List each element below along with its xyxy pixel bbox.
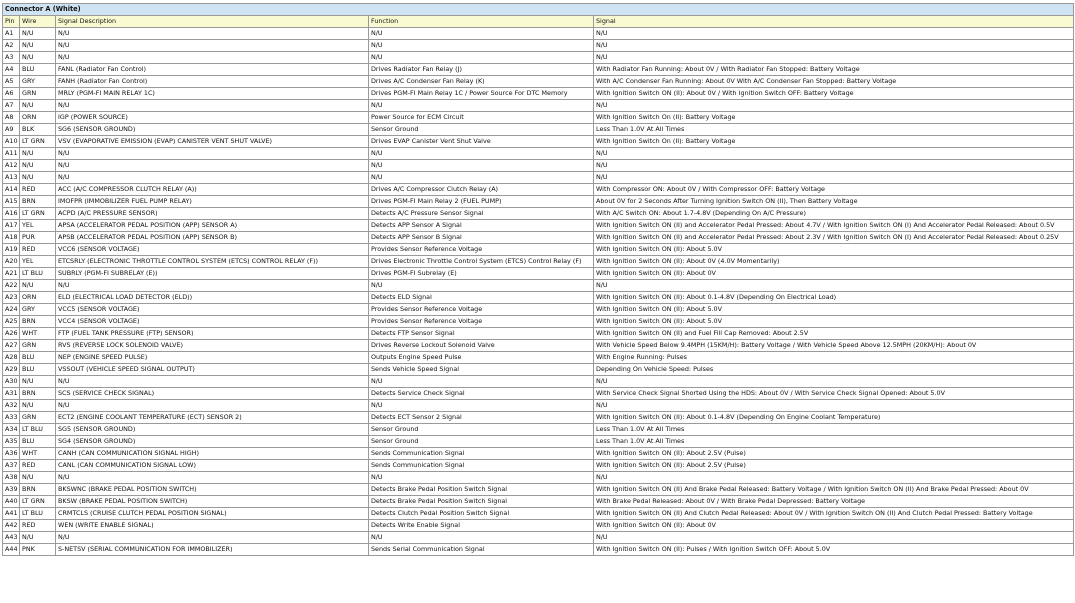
- pin-cell: A24: [3, 304, 20, 316]
- signal-description-cell: N/U: [56, 148, 369, 160]
- table-row: [3, 304, 1074, 316]
- signal-description-cell: ECT2 (ENGINE COOLANT TEMPERATURE (ECT) SENSOR 2): [56, 412, 369, 424]
- function-cell: Drives EVAP Canister Vent Shut Valve: [369, 136, 594, 148]
- table-row: [3, 124, 1074, 136]
- wire-cell: LT BLU: [20, 508, 56, 520]
- wire-cell: LT GRN: [20, 208, 56, 220]
- table-row: [3, 484, 1074, 496]
- signal-cell: N/U: [594, 376, 1074, 388]
- signal-description-cell: CANH (CAN COMMUNICATION SIGNAL HIGH): [56, 448, 369, 460]
- pin-cell: A7: [3, 100, 20, 112]
- signal-description-cell: N/U: [56, 376, 369, 388]
- signal-cell: With Brake Pedal Released: About 0V / With Brake Pedal Depressed: Battery Voltage: [594, 496, 1074, 508]
- signal-cell: Less Than 1.0V At All Times: [594, 124, 1074, 136]
- wire-cell: RED: [20, 520, 56, 532]
- table-row: [3, 340, 1074, 352]
- function-cell: N/U: [369, 148, 594, 160]
- pin-cell: A28: [3, 352, 20, 364]
- wire-cell: LT BLU: [20, 268, 56, 280]
- function-cell: Drives Radiator Fan Relay (J): [369, 64, 594, 76]
- function-cell: Detects ECT Sensor 2 Signal: [369, 412, 594, 424]
- pin-cell: A29: [3, 364, 20, 376]
- wire-cell: BRN: [20, 388, 56, 400]
- signal-cell: With Ignition Switch ON (II) and Accelerator Pedal Pressed: About 4.7V / With Ignition Switch ON (I) And Accelerator Pedal Released: About 0.5V: [594, 220, 1074, 232]
- pin-cell: A44: [3, 544, 20, 556]
- table-row: [3, 148, 1074, 160]
- signal-cell: With Ignition Switch ON (II) and Fuel Fill Cap Removed: About 2.5V: [594, 328, 1074, 340]
- pin-cell: A34: [3, 424, 20, 436]
- signal-description-cell: N/U: [56, 280, 369, 292]
- table-row: [3, 412, 1074, 424]
- header-signal-description: Signal Description: [56, 16, 369, 28]
- function-cell: Detects Brake Pedal Position Switch Signal: [369, 496, 594, 508]
- wire-cell: N/U: [20, 280, 56, 292]
- table-row: [3, 64, 1074, 76]
- signal-description-cell: RVS (REVERSE LOCK SOLENOID VALVE): [56, 340, 369, 352]
- pin-cell: A2: [3, 40, 20, 52]
- wire-cell: BRN: [20, 484, 56, 496]
- signal-cell: About 0V for 2 Seconds After Turning Ignition Switch ON (II), Then Battery Voltage: [594, 196, 1074, 208]
- table-row: [3, 472, 1074, 484]
- function-cell: Power Source for ECM Circuit: [369, 112, 594, 124]
- signal-cell: N/U: [594, 280, 1074, 292]
- pin-cell: A16: [3, 208, 20, 220]
- wire-cell: ORN: [20, 112, 56, 124]
- pin-cell: A18: [3, 232, 20, 244]
- pin-cell: A13: [3, 172, 20, 184]
- wire-cell: GRY: [20, 304, 56, 316]
- signal-cell: With Ignition Switch ON (II): Pulses / With Ignition Switch OFF: About 5.0V: [594, 544, 1074, 556]
- table-row: [3, 160, 1074, 172]
- function-cell: Provides Sensor Reference Voltage: [369, 244, 594, 256]
- table-row: [3, 136, 1074, 148]
- wire-cell: N/U: [20, 160, 56, 172]
- signal-description-cell: BKSW (BRAKE PEDAL POSITION SWITCH): [56, 496, 369, 508]
- signal-description-cell: N/U: [56, 100, 369, 112]
- signal-description-cell: ELD (ELECTRICAL LOAD DETECTOR (ELD)): [56, 292, 369, 304]
- table-row: [3, 268, 1074, 280]
- signal-description-cell: BKSWNC (BRAKE PEDAL POSITION SWITCH): [56, 484, 369, 496]
- signal-description-cell: N/U: [56, 400, 369, 412]
- pin-cell: A27: [3, 340, 20, 352]
- signal-description-cell: MRLY (PGM-FI MAIN RELAY 1C): [56, 88, 369, 100]
- function-cell: Drives Electronic Throttle Control System (ETCS) Control Relay (F): [369, 256, 594, 268]
- wire-cell: BLU: [20, 352, 56, 364]
- wire-cell: GRN: [20, 340, 56, 352]
- function-cell: N/U: [369, 160, 594, 172]
- signal-cell: N/U: [594, 28, 1074, 40]
- signal-cell: Less Than 1.0V At All Times: [594, 424, 1074, 436]
- table-row: [3, 460, 1074, 472]
- signal-cell: With Ignition Switch ON (II) And Clutch Pedal Released: About 0V / With Ignition Switch ON (II) And Clutch Pedal Pressed: Battery Voltage: [594, 508, 1074, 520]
- function-cell: Detects ELD Signal: [369, 292, 594, 304]
- signal-description-cell: APSB (ACCELERATOR PEDAL POSITION (APP) SENSOR B): [56, 232, 369, 244]
- pin-cell: A26: [3, 328, 20, 340]
- table-row: [3, 376, 1074, 388]
- table-row: [3, 448, 1074, 460]
- wire-cell: N/U: [20, 148, 56, 160]
- pin-cell: A35: [3, 436, 20, 448]
- pin-cell: A43: [3, 532, 20, 544]
- signal-cell: With Ignition Switch ON (II): About 0V (4.0V Momentarily): [594, 256, 1074, 268]
- pin-cell: A8: [3, 112, 20, 124]
- signal-description-cell: FANL (Radiator Fan Control): [56, 64, 369, 76]
- table-row: [3, 172, 1074, 184]
- signal-description-cell: SUBRLY (PGM-FI SUBRELAY (E)): [56, 268, 369, 280]
- function-cell: Provides Sensor Reference Voltage: [369, 316, 594, 328]
- function-cell: Sends Communication Signal: [369, 448, 594, 460]
- signal-description-cell: WEN (WRITE ENABLE SIGNAL): [56, 520, 369, 532]
- wire-cell: N/U: [20, 472, 56, 484]
- function-cell: Provides Sensor Reference Voltage: [369, 304, 594, 316]
- wire-cell: N/U: [20, 100, 56, 112]
- wire-cell: PNK: [20, 544, 56, 556]
- signal-description-cell: N/U: [56, 172, 369, 184]
- table-row: [3, 40, 1074, 52]
- signal-description-cell: IGP (POWER SOURCE): [56, 112, 369, 124]
- function-cell: N/U: [369, 376, 594, 388]
- function-cell: Sensor Ground: [369, 424, 594, 436]
- table-row: [3, 52, 1074, 64]
- signal-description-cell: VCC4 (SENSOR VOLTAGE): [56, 316, 369, 328]
- signal-cell: N/U: [594, 52, 1074, 64]
- signal-cell: N/U: [594, 100, 1074, 112]
- function-cell: Drives A/C Compressor Clutch Relay (A): [369, 184, 594, 196]
- pin-cell: A38: [3, 472, 20, 484]
- pin-cell: A33: [3, 412, 20, 424]
- pin-cell: A12: [3, 160, 20, 172]
- wire-cell: N/U: [20, 376, 56, 388]
- table-row: [3, 424, 1074, 436]
- pin-cell: A37: [3, 460, 20, 472]
- signal-description-cell: ACC (A/C COMPRESSOR CLUTCH RELAY (A)): [56, 184, 369, 196]
- table-row: [3, 88, 1074, 100]
- signal-cell: N/U: [594, 532, 1074, 544]
- signal-description-cell: FANH (Radiator Fan Control): [56, 76, 369, 88]
- function-cell: Sends Vehicle Speed Signal: [369, 364, 594, 376]
- wire-cell: BLK: [20, 124, 56, 136]
- signal-cell: With Vehicle Speed Below 9.4MPH (15KM/H): Battery Voltage / With Vehicle Speed Above 12.5MPH (20KM/H): About 0V: [594, 340, 1074, 352]
- signal-cell: With Ignition Switch ON (II): About 0V: [594, 520, 1074, 532]
- header-function: Function: [369, 16, 594, 28]
- table-row: [3, 436, 1074, 448]
- signal-cell: With Ignition Switch On (II): Battery Voltage: [594, 136, 1074, 148]
- wire-cell: GRN: [20, 88, 56, 100]
- table-row: [3, 232, 1074, 244]
- table-row: [3, 544, 1074, 556]
- wire-cell: RED: [20, 460, 56, 472]
- wire-cell: YEL: [20, 220, 56, 232]
- header-signal: Signal: [594, 16, 1074, 28]
- function-cell: Detects FTP Sensor Signal: [369, 328, 594, 340]
- table-row: [3, 532, 1074, 544]
- function-cell: Detects A/C Pressure Sensor Signal: [369, 208, 594, 220]
- signal-cell: With Compressor ON: About 0V / With Compressor OFF: Battery Voltage: [594, 184, 1074, 196]
- signal-cell: With A/C Condenser Fan Running: About 0V With A/C Condenser Fan Stopped: Battery Voltage: [594, 76, 1074, 88]
- signal-description-cell: SG5 (SENSOR GROUND): [56, 424, 369, 436]
- signal-description-cell: APSA (ACCELERATOR PEDAL POSITION (APP) SENSOR A): [56, 220, 369, 232]
- signal-cell: With Ignition Switch ON (II): About 5.0V: [594, 316, 1074, 328]
- table-row: [3, 112, 1074, 124]
- function-cell: Sends Serial Communication Signal: [369, 544, 594, 556]
- signal-cell: Less Than 1.0V At All Times: [594, 436, 1074, 448]
- pin-cell: A3: [3, 52, 20, 64]
- wire-cell: LT GRN: [20, 496, 56, 508]
- function-cell: Sends Communication Signal: [369, 460, 594, 472]
- signal-description-cell: FTP (FUEL TANK PRESSURE (FTP) SENSOR): [56, 328, 369, 340]
- signal-description-cell: CRMTCLS (CRUISE CLUTCH PEDAL POSITION SIGNAL): [56, 508, 369, 520]
- function-cell: Detects Service Check Signal: [369, 388, 594, 400]
- pin-cell: A25: [3, 316, 20, 328]
- wire-cell: N/U: [20, 40, 56, 52]
- signal-cell: N/U: [594, 40, 1074, 52]
- signal-cell: With Engine Running: Pulses: [594, 352, 1074, 364]
- signal-description-cell: VCC6 (SENSOR VOLTAGE): [56, 244, 369, 256]
- signal-cell: With Ignition Switch On (II): Battery Voltage: [594, 112, 1074, 124]
- wire-cell: YEL: [20, 256, 56, 268]
- wire-cell: PUR: [20, 232, 56, 244]
- function-cell: Detects Clutch Pedal Position Switch Signal: [369, 508, 594, 520]
- signal-description-cell: ACPD (A/C PRESSURE SENSOR): [56, 208, 369, 220]
- function-cell: Sensor Ground: [369, 436, 594, 448]
- table-row: [3, 184, 1074, 196]
- signal-cell: With A/C Switch ON: About 1.7-4.8V (Depending On A/C Pressure): [594, 208, 1074, 220]
- signal-description-cell: N/U: [56, 28, 369, 40]
- pin-cell: A17: [3, 220, 20, 232]
- pin-cell: A19: [3, 244, 20, 256]
- wire-cell: BLU: [20, 436, 56, 448]
- signal-cell: With Ignition Switch ON (II): About 0V / With Ignition Switch OFF: Battery Voltage: [594, 88, 1074, 100]
- pin-cell: A5: [3, 76, 20, 88]
- table-row: [3, 364, 1074, 376]
- wire-cell: BLU: [20, 364, 56, 376]
- signal-cell: N/U: [594, 160, 1074, 172]
- pin-cell: A40: [3, 496, 20, 508]
- table-row: [3, 280, 1074, 292]
- function-cell: Detects Write Enable Signal: [369, 520, 594, 532]
- signal-cell: With Ignition Switch ON (II): About 5.0V: [594, 304, 1074, 316]
- pin-cell: A15: [3, 196, 20, 208]
- signal-cell: With Ignition Switch ON (II): About 5.0V: [594, 244, 1074, 256]
- signal-cell: N/U: [594, 148, 1074, 160]
- wire-cell: WHT: [20, 328, 56, 340]
- signal-cell: With Radiator Fan Running: About 0V / With Radiator Fan Stopped: Battery Voltage: [594, 64, 1074, 76]
- signal-description-cell: VSV (EVAPORATIVE EMISSION (EVAP) CANISTER VENT SHUT VALVE): [56, 136, 369, 148]
- function-cell: Drives PGM-FI Main Relay 2 (FUEL PUMP): [369, 196, 594, 208]
- wire-cell: GRN: [20, 412, 56, 424]
- pin-cell: A11: [3, 148, 20, 160]
- wire-cell: N/U: [20, 400, 56, 412]
- function-cell: N/U: [369, 532, 594, 544]
- function-cell: Outputs Engine Speed Pulse: [369, 352, 594, 364]
- function-cell: N/U: [369, 40, 594, 52]
- pin-cell: A20: [3, 256, 20, 268]
- table-row: [3, 28, 1074, 40]
- pin-cell: A32: [3, 400, 20, 412]
- function-cell: Drives PGM-FI Main Relay 1C / Power Source For DTC Memory: [369, 88, 594, 100]
- wire-cell: LT GRN: [20, 136, 56, 148]
- function-cell: N/U: [369, 100, 594, 112]
- wire-cell: BRN: [20, 316, 56, 328]
- pin-cell: A22: [3, 280, 20, 292]
- signal-description-cell: SCS (SERVICE CHECK SIGNAL): [56, 388, 369, 400]
- wire-cell: GRY: [20, 76, 56, 88]
- pin-cell: A23: [3, 292, 20, 304]
- function-cell: Drives A/C Condenser Fan Relay (K): [369, 76, 594, 88]
- pin-cell: A9: [3, 124, 20, 136]
- table-row: [3, 520, 1074, 532]
- function-cell: Drives Reverse Lockout Solenoid Valve: [369, 340, 594, 352]
- table-body: [3, 4, 1074, 556]
- wire-cell: N/U: [20, 28, 56, 40]
- header-wire: Wire: [20, 16, 56, 28]
- signal-cell: With Ignition Switch ON (II): About 0.1-4.8V (Depending On Engine Coolant Temperature): [594, 412, 1074, 424]
- table-title: Connector A (White): [3, 4, 1074, 16]
- signal-description-cell: N/U: [56, 532, 369, 544]
- function-cell: N/U: [369, 280, 594, 292]
- signal-description-cell: SG6 (SENSOR GROUND): [56, 124, 369, 136]
- table-row: [3, 496, 1074, 508]
- signal-cell: With Ignition Switch ON (II) And Brake Pedal Released: Battery Voltage / With Ignition Switch ON (II) And Brake Pedal Pressed: About 0V: [594, 484, 1074, 496]
- signal-description-cell: N/U: [56, 160, 369, 172]
- function-cell: Detects Brake Pedal Position Switch Signal: [369, 484, 594, 496]
- table-row: [3, 76, 1074, 88]
- signal-description-cell: CANL (CAN COMMUNICATION SIGNAL LOW): [56, 460, 369, 472]
- signal-description-cell: VCC5 (SENSOR VOLTAGE): [56, 304, 369, 316]
- table-row: [3, 256, 1074, 268]
- wire-cell: N/U: [20, 52, 56, 64]
- pin-cell: A1: [3, 28, 20, 40]
- function-cell: Detects APP Sensor B Signal: [369, 232, 594, 244]
- wire-cell: BLU: [20, 64, 56, 76]
- pin-cell: A41: [3, 508, 20, 520]
- signal-description-cell: N/U: [56, 52, 369, 64]
- table-row: [3, 508, 1074, 520]
- wire-cell: N/U: [20, 172, 56, 184]
- pin-cell: A39: [3, 484, 20, 496]
- wire-cell: WHT: [20, 448, 56, 460]
- table-row: [3, 100, 1074, 112]
- pin-cell: A42: [3, 520, 20, 532]
- function-cell: Drives PGM-FI Subrelay (E): [369, 268, 594, 280]
- signal-cell: With Ignition Switch ON (II): About 2.5V (Pulse): [594, 460, 1074, 472]
- function-cell: N/U: [369, 400, 594, 412]
- signal-description-cell: IMOFPR (IMMOBILIZER FUEL PUMP RELAY): [56, 196, 369, 208]
- signal-cell: With Ignition Switch ON (II): About 0.1-4.8V (Depending On Electrical Load): [594, 292, 1074, 304]
- function-cell: N/U: [369, 172, 594, 184]
- pin-cell: A4: [3, 64, 20, 76]
- function-cell: Detects APP Sensor A Signal: [369, 220, 594, 232]
- header-pin: Pin: [3, 16, 20, 28]
- table-row: [3, 328, 1074, 340]
- signal-cell: With Ignition Switch ON (II): About 2.5V (Pulse): [594, 448, 1074, 460]
- signal-cell: N/U: [594, 400, 1074, 412]
- table-row: [3, 352, 1074, 364]
- signal-description-cell: SG4 (SENSOR GROUND): [56, 436, 369, 448]
- table-row: [3, 220, 1074, 232]
- function-cell: N/U: [369, 28, 594, 40]
- signal-description-cell: S-NETSV (SERIAL COMMUNICATION FOR IMMOBILIZER): [56, 544, 369, 556]
- signal-cell: With Service Check Signal Shorted Using the HDS: About 0V / With Service Check Signal Opened: About 5.0V: [594, 388, 1074, 400]
- signal-description-cell: ETCSRLY (ELECTRONIC THROTTLE CONTROL SYSTEM (ETCS) CONTROL RELAY (F)): [56, 256, 369, 268]
- wire-cell: N/U: [20, 532, 56, 544]
- pin-cell: A36: [3, 448, 20, 460]
- pin-cell: A31: [3, 388, 20, 400]
- connector-pinout-table: [2, 3, 1074, 556]
- signal-description-cell: VSSOUT (VEHICLE SPEED SIGNAL OUTPUT): [56, 364, 369, 376]
- table-row: [3, 208, 1074, 220]
- wire-cell: RED: [20, 244, 56, 256]
- table-row: [3, 244, 1074, 256]
- function-cell: N/U: [369, 52, 594, 64]
- signal-cell: With Ignition Switch ON (II): About 0V: [594, 268, 1074, 280]
- table-row: [3, 400, 1074, 412]
- wire-cell: ORN: [20, 292, 56, 304]
- function-cell: N/U: [369, 472, 594, 484]
- signal-cell: N/U: [594, 472, 1074, 484]
- function-cell: Sensor Ground: [369, 124, 594, 136]
- pin-cell: A10: [3, 136, 20, 148]
- wire-cell: BRN: [20, 196, 56, 208]
- wire-cell: RED: [20, 184, 56, 196]
- signal-cell: N/U: [594, 172, 1074, 184]
- signal-description-cell: N/U: [56, 472, 369, 484]
- pin-cell: A21: [3, 268, 20, 280]
- pin-cell: A6: [3, 88, 20, 100]
- wire-cell: LT BLU: [20, 424, 56, 436]
- table-row: [3, 388, 1074, 400]
- table-row: [3, 292, 1074, 304]
- table-row: [3, 316, 1074, 328]
- pin-cell: A14: [3, 184, 20, 196]
- signal-cell: With Ignition Switch ON (II) and Accelerator Pedal Pressed: About 2.3V / With Ignition Switch ON (I) And Accelerator Pedal Released: About 0.25V: [594, 232, 1074, 244]
- header-row: [3, 16, 1074, 28]
- title-row: [3, 4, 1074, 16]
- signal-description-cell: N/U: [56, 40, 369, 52]
- signal-cell: Depending On Vehicle Speed: Pulses: [594, 364, 1074, 376]
- signal-description-cell: NEP (ENGINE SPEED PULSE): [56, 352, 369, 364]
- table-row: [3, 196, 1074, 208]
- pin-cell: A30: [3, 376, 20, 388]
